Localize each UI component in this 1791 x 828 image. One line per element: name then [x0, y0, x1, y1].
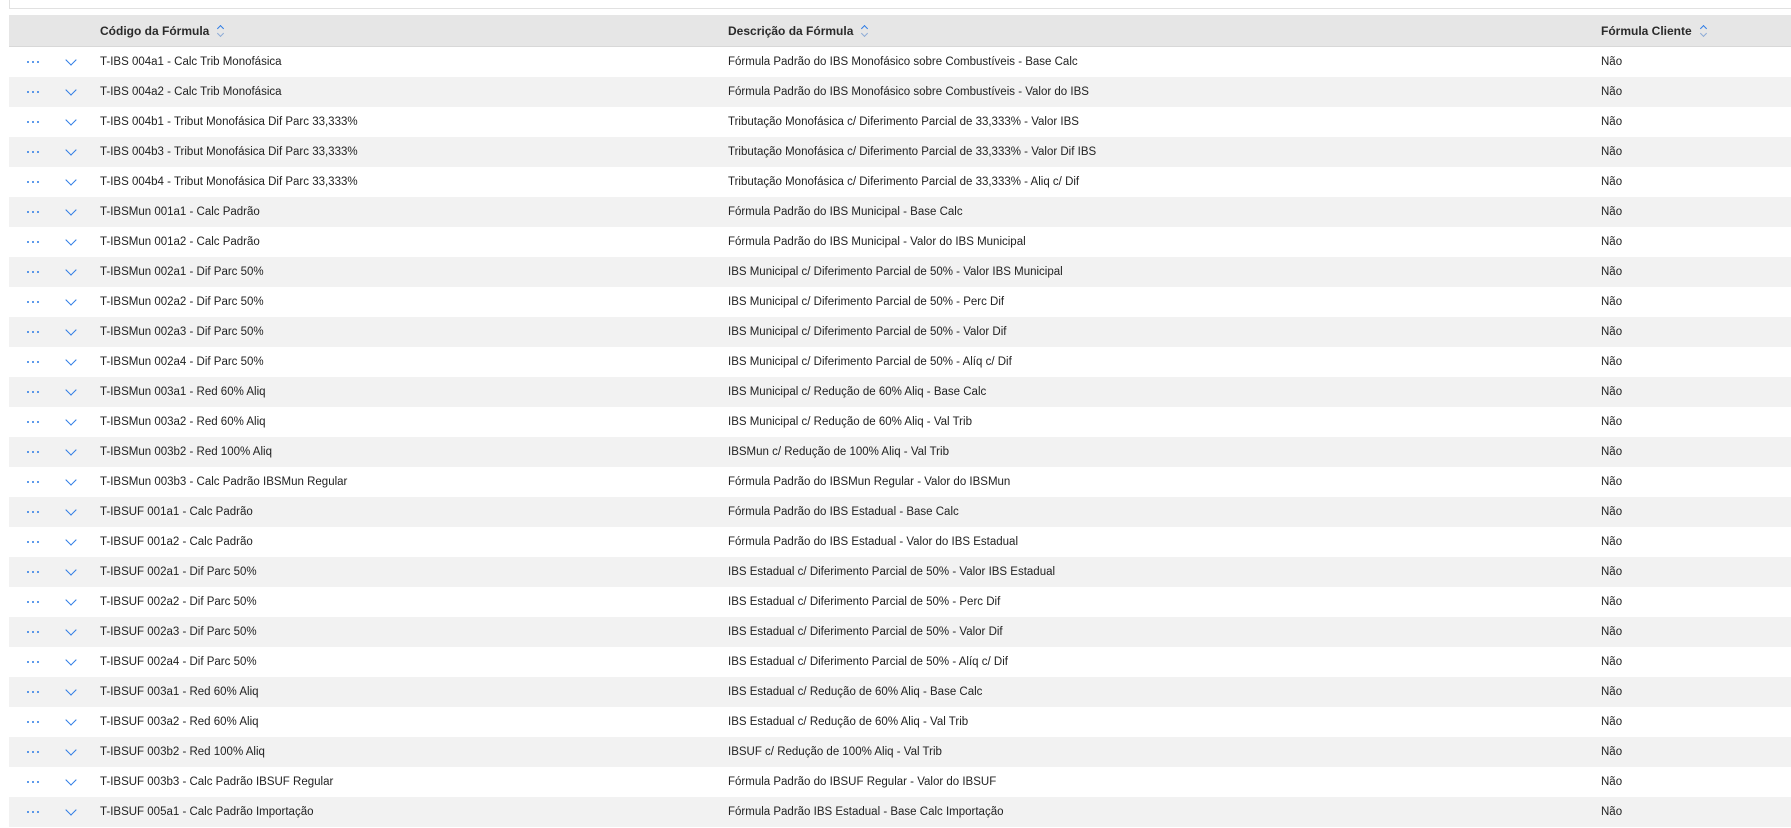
cell-descricao: IBS Municipal c/ Diferimento Parcial de 50% - Valor IBS Municipal	[728, 266, 1063, 278]
dot	[32, 451, 34, 453]
chevron-down-icon[interactable]	[65, 137, 79, 167]
cell-codigo: T-IBSUF 003a2 - Red 60% Aliq	[100, 716, 259, 728]
dot	[37, 331, 39, 333]
cell-cliente: Não	[1601, 116, 1623, 128]
cell-cliente: Não	[1601, 356, 1623, 368]
cell-codigo: T-IBSUF 003a1 - Red 60% Aliq	[100, 686, 259, 698]
cell-codigo: T-IBS 004b3 - Tribut Monofásica Dif Parc 33,333%	[100, 146, 358, 158]
more-horizontal-icon[interactable]	[22, 317, 44, 347]
chevron-down-icon[interactable]	[65, 647, 79, 677]
dot	[32, 91, 34, 93]
cell-descricao: IBS Estadual c/ Diferimento Parcial de 50% - Alíq c/ Dif	[728, 656, 1008, 668]
dot	[37, 721, 39, 723]
chevron-down-icon[interactable]	[65, 47, 79, 77]
dot	[37, 301, 39, 303]
chevron-down-icon[interactable]	[65, 317, 79, 347]
chevron-down-icon[interactable]	[65, 767, 79, 797]
cell-descricao: Fórmula Padrão IBS Estadual - Base Calc Importação	[728, 806, 1004, 818]
table-row[interactable]	[9, 767, 1791, 797]
dot	[32, 571, 34, 573]
table-row[interactable]	[9, 497, 1791, 527]
cell-cliente: Não	[1601, 656, 1623, 668]
dot	[32, 151, 34, 153]
table-row[interactable]	[9, 527, 1791, 557]
cell-codigo: T-IBSMun 002a4 - Dif Parc 50%	[100, 356, 264, 368]
more-horizontal-icon[interactable]	[22, 527, 44, 557]
table-row[interactable]	[9, 407, 1791, 437]
column-header-descricao[interactable]	[728, 15, 869, 47]
dot	[37, 811, 39, 813]
dot	[37, 181, 39, 183]
column-header-codigo[interactable]	[100, 15, 225, 47]
chevron-down-icon[interactable]	[65, 287, 79, 317]
column-header-cliente[interactable]	[1601, 15, 1708, 47]
column-header-codigo-label: Código da Fórmula	[100, 23, 210, 38]
more-horizontal-icon[interactable]	[22, 197, 44, 227]
more-horizontal-icon[interactable]	[22, 377, 44, 407]
table-row[interactable]	[9, 587, 1791, 617]
chevron-down-icon[interactable]	[65, 557, 79, 587]
dot	[27, 661, 29, 663]
cell-codigo: T-IBSMun 001a1 - Calc Padrão	[100, 206, 260, 218]
dot	[32, 331, 34, 333]
more-horizontal-icon[interactable]	[22, 257, 44, 287]
dot	[27, 631, 29, 633]
chevron-down-icon[interactable]	[65, 587, 79, 617]
cell-codigo: T-IBS 004a1 - Calc Trib Monofásica	[100, 56, 282, 68]
dot	[27, 571, 29, 573]
table-row[interactable]	[9, 737, 1791, 767]
dot	[37, 271, 39, 273]
dot	[32, 391, 34, 393]
dot	[37, 121, 39, 123]
cell-cliente: Não	[1601, 686, 1623, 698]
table-row[interactable]	[9, 467, 1791, 497]
dot	[32, 601, 34, 603]
cell-cliente: Não	[1601, 536, 1623, 548]
more-horizontal-icon[interactable]	[22, 107, 44, 137]
table-row[interactable]	[9, 107, 1791, 137]
dot	[27, 331, 29, 333]
dot	[37, 241, 39, 243]
cell-codigo: T-IBSUF 003b3 - Calc Padrão IBSUF Regular	[100, 776, 334, 788]
table-row[interactable]	[9, 617, 1791, 647]
dot	[27, 241, 29, 243]
more-horizontal-icon[interactable]	[22, 767, 44, 797]
cell-codigo: T-IBSUF 002a3 - Dif Parc 50%	[100, 626, 257, 638]
cell-cliente: Não	[1601, 596, 1623, 608]
cell-descricao: IBS Estadual c/ Redução de 60% Aliq - Base Calc	[728, 686, 983, 698]
dot	[27, 721, 29, 723]
cell-codigo: T-IBS 004b4 - Tribut Monofásica Dif Parc 33,333%	[100, 176, 358, 188]
dot	[32, 361, 34, 363]
cell-descricao: Fórmula Padrão do IBS Estadual - Valor do IBS Estadual	[728, 536, 1018, 548]
cell-codigo: T-IBSMun 002a3 - Dif Parc 50%	[100, 326, 264, 338]
cell-codigo: T-IBSUF 001a2 - Calc Padrão	[100, 536, 253, 548]
cell-codigo: T-IBS 004b1 - Tribut Monofásica Dif Parc 33,333%	[100, 116, 358, 128]
more-horizontal-icon[interactable]	[22, 347, 44, 377]
more-horizontal-icon[interactable]	[22, 137, 44, 167]
cell-descricao: Tributação Monofásica c/ Diferimento Parcial de 33,333% - Valor Dif IBS	[728, 146, 1097, 158]
chevron-down-icon[interactable]	[65, 347, 79, 377]
dot	[27, 181, 29, 183]
cell-descricao: IBS Municipal c/ Redução de 60% Aliq - Val Trib	[728, 416, 972, 428]
dot	[32, 121, 34, 123]
cell-descricao: Tributação Monofásica c/ Diferimento Parcial de 33,333% - Valor IBS	[728, 116, 1079, 128]
table-row[interactable]	[9, 257, 1791, 287]
more-horizontal-icon[interactable]	[22, 737, 44, 767]
table-row[interactable]	[9, 437, 1791, 467]
chevron-down-icon[interactable]	[65, 77, 79, 107]
dot	[37, 91, 39, 93]
dot	[37, 691, 39, 693]
dot	[32, 271, 34, 273]
formula-grid	[9, 15, 1791, 828]
cell-cliente: Não	[1601, 56, 1623, 68]
cell-cliente: Não	[1601, 206, 1623, 218]
dot	[37, 361, 39, 363]
dot	[37, 511, 39, 513]
grid-body	[9, 47, 1791, 827]
dot	[37, 781, 39, 783]
dot	[37, 751, 39, 753]
table-row[interactable]	[9, 77, 1791, 107]
table-row[interactable]	[9, 227, 1791, 257]
dot	[27, 781, 29, 783]
table-row[interactable]	[9, 197, 1791, 227]
cell-cliente: Não	[1601, 266, 1623, 278]
more-horizontal-icon[interactable]	[22, 587, 44, 617]
chevron-down-icon[interactable]	[65, 227, 79, 257]
cell-cliente: Não	[1601, 806, 1623, 818]
dot	[27, 301, 29, 303]
cell-codigo: T-IBSMun 002a1 - Dif Parc 50%	[100, 266, 264, 278]
more-horizontal-icon[interactable]	[22, 47, 44, 77]
cell-cliente: Não	[1601, 386, 1623, 398]
cell-descricao: IBS Estadual c/ Redução de 60% Aliq - Val Trib	[728, 716, 969, 728]
dot	[27, 691, 29, 693]
dot	[37, 661, 39, 663]
sort-icon[interactable]	[861, 25, 869, 37]
chevron-down-icon[interactable]	[65, 437, 79, 467]
chevron-down-icon[interactable]	[65, 617, 79, 647]
dot	[32, 661, 34, 663]
chevron-down-icon[interactable]	[65, 257, 79, 287]
dot	[37, 61, 39, 63]
cell-descricao: IBS Municipal c/ Diferimento Parcial de 50% - Valor Dif	[728, 326, 1007, 338]
dot	[32, 541, 34, 543]
chevron-down-icon[interactable]	[65, 737, 79, 767]
dot	[37, 601, 39, 603]
dot	[32, 301, 34, 303]
dot	[32, 61, 34, 63]
table-row[interactable]	[9, 317, 1791, 347]
table-row[interactable]	[9, 347, 1791, 377]
sort-icon[interactable]	[1700, 25, 1708, 37]
cell-cliente: Não	[1601, 716, 1623, 728]
table-row[interactable]	[9, 167, 1791, 197]
column-header-descricao-label: Descrição da Fórmula	[728, 23, 854, 38]
cell-cliente: Não	[1601, 236, 1623, 248]
table-row[interactable]	[9, 47, 1791, 77]
cell-cliente: Não	[1601, 566, 1623, 578]
table-row[interactable]	[9, 137, 1791, 167]
chevron-down-icon[interactable]	[65, 377, 79, 407]
chevron-down-icon[interactable]	[65, 467, 79, 497]
more-horizontal-icon[interactable]	[22, 467, 44, 497]
dot	[27, 271, 29, 273]
chevron-down-icon[interactable]	[65, 107, 79, 137]
dot	[27, 751, 29, 753]
more-horizontal-icon[interactable]	[22, 167, 44, 197]
dot	[27, 811, 29, 813]
cell-descricao: IBS Estadual c/ Diferimento Parcial de 50% - Valor IBS Estadual	[728, 566, 1056, 578]
chevron-down-icon[interactable]	[65, 797, 79, 827]
more-horizontal-icon[interactable]	[22, 77, 44, 107]
dot	[32, 811, 34, 813]
chevron-down-icon[interactable]	[65, 197, 79, 227]
more-horizontal-icon[interactable]	[22, 557, 44, 587]
cell-codigo: T-IBSUF 003b2 - Red 100% Aliq	[100, 746, 265, 758]
cell-codigo: T-IBSMun 001a2 - Calc Padrão	[100, 236, 260, 248]
cell-codigo: T-IBSMun 003a2 - Red 60% Aliq	[100, 416, 266, 428]
cell-descricao: IBS Municipal c/ Diferimento Parcial de 50% - Perc Dif	[728, 296, 1005, 308]
cell-cliente: Não	[1601, 446, 1623, 458]
dot	[27, 121, 29, 123]
more-horizontal-icon[interactable]	[22, 437, 44, 467]
cell-descricao: IBSMun c/ Redução de 100% Aliq - Val Trib	[728, 446, 949, 458]
table-row[interactable]	[9, 377, 1791, 407]
cell-cliente: Não	[1601, 326, 1623, 338]
cell-descricao: Fórmula Padrão do IBSMun Regular - Valor do IBSMun	[728, 476, 1011, 488]
table-row[interactable]	[9, 557, 1791, 587]
dot	[37, 571, 39, 573]
cell-descricao: IBS Estadual c/ Diferimento Parcial de 50% - Perc Dif	[728, 596, 1001, 608]
chevron-down-icon[interactable]	[65, 167, 79, 197]
dot	[32, 211, 34, 213]
cell-codigo: T-IBSUF 002a2 - Dif Parc 50%	[100, 596, 257, 608]
dot	[27, 421, 29, 423]
cell-descricao: Fórmula Padrão do IBS Municipal - Valor do IBS Municipal	[728, 236, 1026, 248]
cell-descricao: IBS Municipal c/ Redução de 60% Aliq - Base Calc	[728, 386, 987, 398]
table-row[interactable]	[9, 707, 1791, 737]
dot	[37, 541, 39, 543]
cell-cliente: Não	[1601, 176, 1623, 188]
dot	[32, 691, 34, 693]
dot	[27, 151, 29, 153]
dot	[27, 481, 29, 483]
more-horizontal-icon[interactable]	[22, 497, 44, 527]
cell-codigo: T-IBSMun 003b3 - Calc Padrão IBSMun Regular	[100, 476, 348, 488]
cell-descricao: Fórmula Padrão do IBS Estadual - Base Calc	[728, 506, 959, 518]
dot	[37, 211, 39, 213]
cell-codigo: T-IBSUF 001a1 - Calc Padrão	[100, 506, 253, 518]
cell-codigo: T-IBSUF 005a1 - Calc Padrão Importação	[100, 806, 314, 818]
cell-cliente: Não	[1601, 776, 1623, 788]
cell-descricao: Tributação Monofásica c/ Diferimento Parcial de 33,333% - Aliq c/ Dif	[728, 176, 1080, 188]
more-horizontal-icon[interactable]	[22, 407, 44, 437]
dot	[32, 631, 34, 633]
more-horizontal-icon[interactable]	[22, 617, 44, 647]
chevron-down-icon[interactable]	[65, 497, 79, 527]
cell-codigo: T-IBSMun 003a1 - Red 60% Aliq	[100, 386, 266, 398]
dot	[27, 361, 29, 363]
cell-cliente: Não	[1601, 506, 1623, 518]
dot	[37, 451, 39, 453]
more-horizontal-icon[interactable]	[22, 797, 44, 827]
dot	[32, 481, 34, 483]
table-row[interactable]	[9, 677, 1791, 707]
cell-descricao: Fórmula Padrão do IBS Monofásico sobre Combustíveis - Base Calc	[728, 56, 1078, 68]
dot	[32, 721, 34, 723]
cell-descricao: Fórmula Padrão do IBS Monofásico sobre Combustíveis - Valor do IBS	[728, 86, 1089, 98]
cell-cliente: Não	[1601, 416, 1623, 428]
cell-descricao: IBS Estadual c/ Diferimento Parcial de 50% - Valor Dif	[728, 626, 1003, 638]
cell-descricao: IBS Municipal c/ Diferimento Parcial de 50% - Alíq c/ Dif	[728, 356, 1012, 368]
column-header-cliente-label: Fórmula Cliente	[1601, 23, 1692, 38]
cell-cliente: Não	[1601, 86, 1623, 98]
cell-cliente: Não	[1601, 146, 1623, 158]
top-panel-edge	[9, 0, 1791, 9]
sort-icon[interactable]	[217, 25, 225, 37]
dot	[37, 421, 39, 423]
cell-codigo: T-IBSUF 002a1 - Dif Parc 50%	[100, 566, 257, 578]
more-horizontal-icon[interactable]	[22, 707, 44, 737]
cell-cliente: Não	[1601, 626, 1623, 638]
dot	[27, 511, 29, 513]
cell-descricao: IBSUF c/ Redução de 100% Aliq - Val Trib	[728, 746, 942, 758]
cell-codigo: T-IBSMun 002a2 - Dif Parc 50%	[100, 296, 264, 308]
table-row[interactable]	[9, 647, 1791, 677]
dot	[27, 211, 29, 213]
cell-codigo: T-IBSUF 002a4 - Dif Parc 50%	[100, 656, 257, 668]
more-horizontal-icon[interactable]	[22, 227, 44, 257]
dot	[27, 601, 29, 603]
cell-descricao: Fórmula Padrão do IBSUF Regular - Valor do IBSUF	[728, 776, 997, 788]
chevron-down-icon[interactable]	[65, 527, 79, 557]
table-row[interactable]	[9, 797, 1791, 827]
dot	[32, 181, 34, 183]
table-row[interactable]	[9, 287, 1791, 317]
chevron-down-icon[interactable]	[65, 677, 79, 707]
dot	[32, 511, 34, 513]
dot	[27, 61, 29, 63]
cell-cliente: Não	[1601, 476, 1623, 488]
more-horizontal-icon[interactable]	[22, 287, 44, 317]
cell-cliente: Não	[1601, 746, 1623, 758]
dot	[32, 241, 34, 243]
chevron-down-icon[interactable]	[65, 707, 79, 737]
cell-codigo: T-IBS 004a2 - Calc Trib Monofásica	[100, 86, 282, 98]
grid-header	[9, 15, 1791, 47]
dot	[37, 151, 39, 153]
dot	[27, 541, 29, 543]
cell-cliente: Não	[1601, 296, 1623, 308]
more-horizontal-icon[interactable]	[22, 677, 44, 707]
dot	[32, 751, 34, 753]
dot	[27, 451, 29, 453]
dot	[27, 91, 29, 93]
more-horizontal-icon[interactable]	[22, 647, 44, 677]
dot	[32, 421, 34, 423]
cell-descricao: Fórmula Padrão do IBS Municipal - Base Calc	[728, 206, 963, 218]
dot	[27, 391, 29, 393]
dot	[37, 631, 39, 633]
cell-codigo: T-IBSMun 003b2 - Red 100% Aliq	[100, 446, 272, 458]
dot	[37, 481, 39, 483]
dot	[32, 781, 34, 783]
chevron-down-icon[interactable]	[65, 407, 79, 437]
dot	[37, 391, 39, 393]
